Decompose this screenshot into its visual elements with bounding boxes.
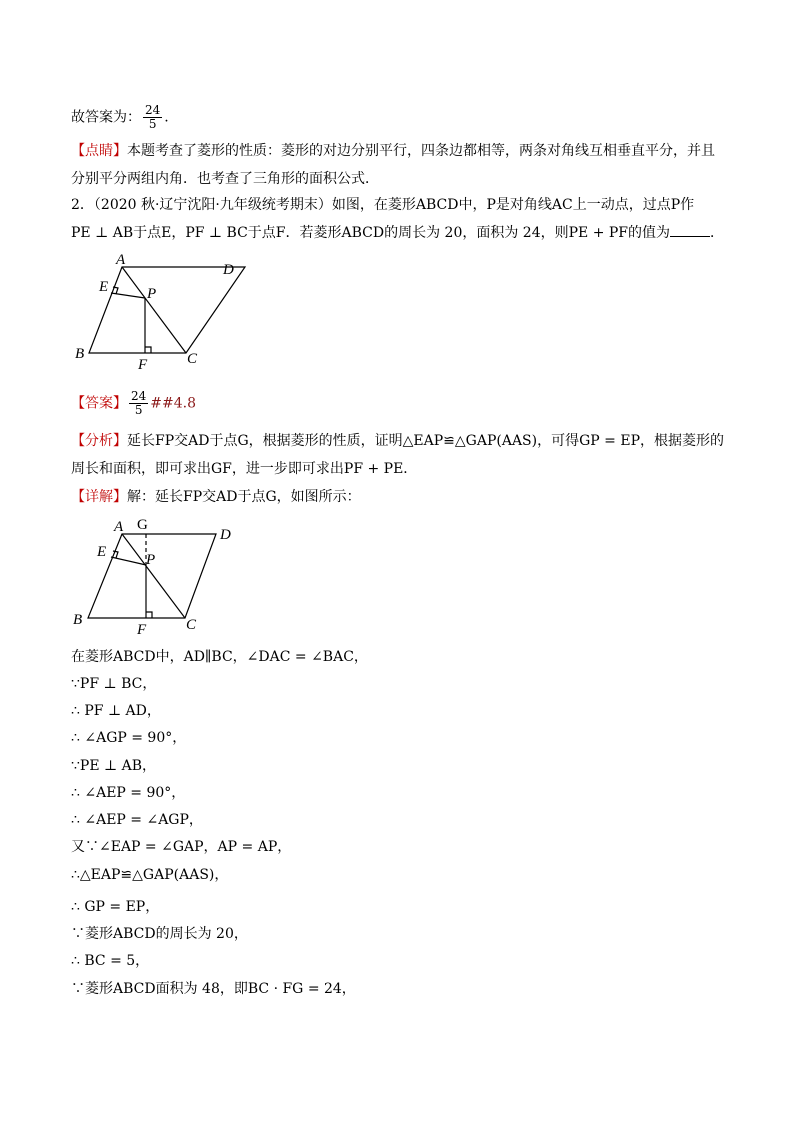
- rhombus-outline: [89, 267, 245, 353]
- question-line-1: 2．（2020 秋·辽宁沈阳·九年级统考期末）如图，在菱形ABCD中，P是对角线AC上一动点，过点P作: [71, 197, 695, 213]
- question-text-2: PE ⊥ AB于点E，PF ⊥ BC于点F．若菱形ABCD的周长为 20，面积为 24，则PE + PF的值为: [71, 225, 671, 241]
- label-e-2: E: [97, 544, 107, 560]
- rhombus-outline-2: [88, 534, 216, 618]
- point-review-line-2: 分别平分两组内角．也考查了三角形的面积公式．: [71, 171, 379, 187]
- step-6: ∴ ∠AEP = 90°，: [71, 785, 186, 801]
- step-12: ∴ BC = 5，: [71, 953, 150, 969]
- step-3: ∴ PF ⊥ AD，: [71, 703, 161, 719]
- label-a: A: [116, 252, 126, 268]
- label-d: D: [223, 262, 234, 278]
- label-a-2: A: [114, 519, 124, 535]
- analysis-text-1: 延长FP交AD于点G，根据菱形的性质，证明△EAP≌△GAP(AAS)，可得GP = EP，根据菱形的: [127, 433, 724, 449]
- label-b: B: [75, 346, 85, 362]
- rhombus-figure-2: [68, 512, 248, 642]
- label-g: G: [137, 517, 148, 533]
- step-11: ∵菱形ABCD的周长为 20，: [71, 926, 248, 942]
- diagonal-ac-2: [122, 534, 185, 618]
- rhombus-figure-1: [70, 250, 250, 375]
- detail-line: [71, 487, 361, 507]
- label-c-2: C: [186, 617, 197, 633]
- answer-line: [71, 390, 196, 417]
- label-d-2: D: [220, 527, 231, 543]
- answer-alt: ##4.8: [150, 395, 197, 412]
- label-p-2: P: [146, 552, 156, 568]
- right-angle-f-2: [146, 612, 152, 618]
- step-10: ∴ GP = EP，: [71, 899, 160, 915]
- right-angle-f: [145, 347, 151, 353]
- previous-answer-text: 故答案为：: [71, 109, 141, 126]
- answer-blank: [670, 222, 710, 237]
- point-review-tag: 【点睛】: [71, 143, 127, 159]
- step-1: 在菱形ABCD中，AD∥BC，∠DAC = ∠BAC，: [71, 649, 368, 665]
- label-f-2: F: [137, 622, 147, 638]
- point-review-line-1: [71, 141, 715, 161]
- label-p: P: [147, 286, 157, 302]
- step-4: ∴ ∠AGP = 90°，: [71, 730, 187, 746]
- analysis-line-2: 周长和面积，即可求出GF，进一步即可求出PF + PE．: [71, 461, 418, 477]
- analysis-line-1: [71, 431, 724, 451]
- step-13: ∵菱形ABCD面积为 48，即BC · FG = 24，: [71, 981, 356, 997]
- question-line-2: PE ⊥ AB于点E，PF ⊥ BC于点F．若菱形ABCD的周长为 20，面积为 24，则PE + PF的值为 ．: [71, 222, 724, 243]
- previous-answer-fraction: $\frac{24}{5}$: [145, 103, 161, 131]
- step-8: 又∵∠EAP = ∠GAP，AP = AP，: [71, 839, 292, 855]
- detail-text: 解：延长FP交AD于点G，如图所示：: [127, 489, 361, 505]
- answer-tag: 【答案】: [71, 395, 127, 412]
- label-c: C: [187, 351, 198, 367]
- answer-fraction: $\frac{24}{5}$: [131, 389, 147, 417]
- label-e: E: [99, 279, 109, 295]
- step-9: ∴△EAP≌△GAP(AAS)，: [71, 867, 229, 883]
- previous-answer: 故答案为： $\frac{24}{5}$ .: [71, 103, 169, 131]
- point-review-text-1: 本题考查了菱形的性质：菱形的对边分别平行，四条边都相等，两条对角线互相垂直平分，并且: [127, 143, 715, 159]
- step-5: ∵PE ⊥ AB，: [71, 758, 157, 774]
- analysis-tag: 【分析】: [71, 433, 127, 449]
- step-7: ∴ ∠AEP = ∠AGP，: [71, 812, 203, 828]
- step-2: ∵PF ⊥ BC，: [71, 676, 157, 692]
- diagonal-ac: [122, 267, 186, 353]
- detail-tag: 【详解】: [71, 489, 127, 505]
- label-f: F: [138, 357, 148, 373]
- label-b-2: B: [73, 612, 83, 628]
